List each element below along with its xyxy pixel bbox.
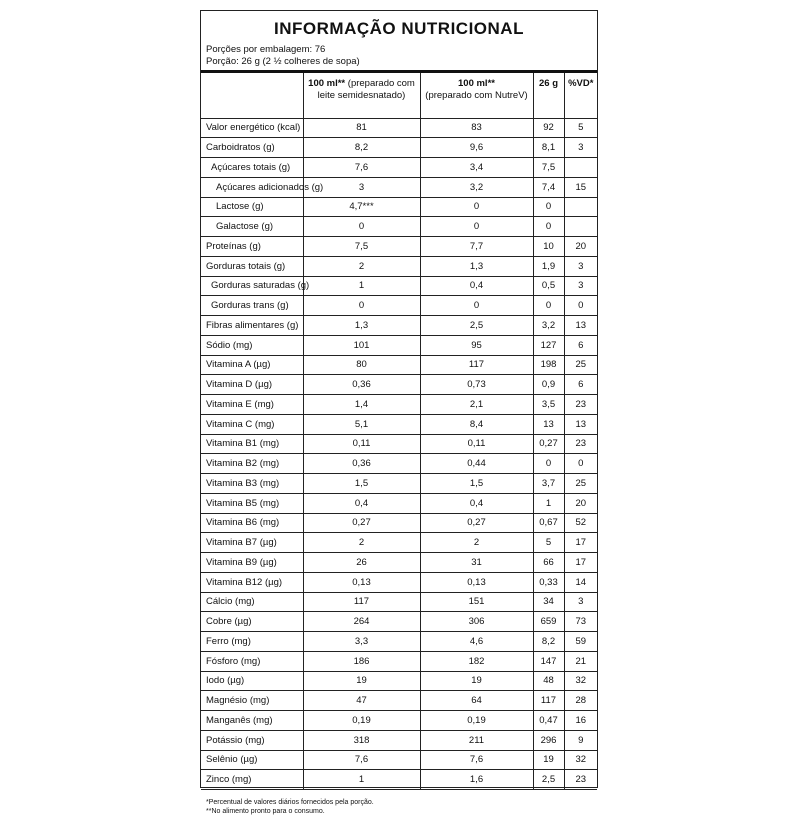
nutrient-label: Proteínas (g) xyxy=(201,237,303,257)
value-daily-percent: 23 xyxy=(564,770,597,790)
value-daily-percent: 3 xyxy=(564,276,597,296)
value-daily-percent: 15 xyxy=(564,177,597,197)
table-row xyxy=(201,592,597,612)
nutrient-label: Vitamina B9 (µg) xyxy=(201,553,303,573)
value-daily-percent: 3 xyxy=(564,138,597,158)
value-prepared-milk: 3 xyxy=(303,177,420,197)
value-portion: 19 xyxy=(533,750,564,770)
footnote-ready-to-eat: **No alimento pronto para o consumo. xyxy=(206,808,325,815)
value-prepared-nutrev: 182 xyxy=(420,651,533,671)
value-prepared-milk: 117 xyxy=(303,592,420,612)
value-prepared-nutrev: 4,6 xyxy=(420,632,533,652)
value-portion: 5 xyxy=(533,533,564,553)
nutrient-label: Vitamina B5 (mg) xyxy=(201,493,303,513)
value-portion: 66 xyxy=(533,553,564,573)
value-portion: 3,5 xyxy=(533,395,564,415)
nutrient-label: Manganês (mg) xyxy=(201,711,303,731)
value-prepared-milk: 4,7*** xyxy=(303,197,420,217)
nutrient-label: Sódio (mg) xyxy=(201,335,303,355)
value-portion: 296 xyxy=(533,730,564,750)
table-row xyxy=(201,553,597,573)
table-row xyxy=(201,671,597,691)
table-row xyxy=(201,355,597,375)
value-prepared-milk: 0,27 xyxy=(303,513,420,533)
value-prepared-milk: 1 xyxy=(303,276,420,296)
nutrient-label: Gorduras totais (g) xyxy=(201,256,303,276)
value-prepared-nutrev: 64 xyxy=(420,691,533,711)
value-daily-percent: 52 xyxy=(564,513,597,533)
table-row xyxy=(201,414,597,434)
value-prepared-nutrev: 8,4 xyxy=(420,414,533,434)
value-portion: 7,4 xyxy=(533,177,564,197)
value-prepared-milk: 0 xyxy=(303,296,420,316)
value-prepared-nutrev: 2,1 xyxy=(420,395,533,415)
value-prepared-milk: 7,6 xyxy=(303,158,420,178)
value-prepared-milk: 1,3 xyxy=(303,316,420,336)
value-prepared-nutrev: 0,44 xyxy=(420,454,533,474)
table-row xyxy=(201,572,597,592)
header-prepared-milk xyxy=(303,73,420,118)
value-daily-percent xyxy=(564,158,597,178)
nutrient-label: Gorduras trans (g) xyxy=(201,296,303,316)
value-daily-percent: 25 xyxy=(564,355,597,375)
table-header-row xyxy=(201,73,597,118)
value-prepared-milk: 80 xyxy=(303,355,420,375)
value-prepared-nutrev: 0,4 xyxy=(420,493,533,513)
value-prepared-milk: 264 xyxy=(303,612,420,632)
value-prepared-nutrev: 0,4 xyxy=(420,276,533,296)
table-row xyxy=(201,750,597,770)
table-row xyxy=(201,276,597,296)
serving-size: Porção: 26 g (2 ½ colheres de sopa) xyxy=(206,55,360,67)
serving-info xyxy=(201,44,597,67)
value-prepared-milk: 318 xyxy=(303,730,420,750)
footnotes xyxy=(201,798,597,816)
header-prepared-milk-bold: 100 ml** xyxy=(308,78,346,89)
footnote-daily-value: *Percentual de valores diários fornecidos pela porção. xyxy=(206,799,374,806)
nutrient-label: Fósforo (mg) xyxy=(201,651,303,671)
nutrition-facts-panel xyxy=(200,10,598,815)
nutrient-label: Vitamina B2 (mg) xyxy=(201,454,303,474)
table-row xyxy=(201,493,597,513)
nutrient-label: Vitamina B1 (mg) xyxy=(201,434,303,454)
table-row xyxy=(201,118,597,138)
table-row xyxy=(201,454,597,474)
value-portion: 92 xyxy=(533,118,564,138)
value-prepared-nutrev: 0,13 xyxy=(420,572,533,592)
value-portion: 2,5 xyxy=(533,770,564,790)
value-prepared-milk: 0,36 xyxy=(303,454,420,474)
value-prepared-nutrev: 117 xyxy=(420,355,533,375)
value-prepared-nutrev: 1,6 xyxy=(420,770,533,790)
value-portion: 0,5 xyxy=(533,276,564,296)
value-portion: 8,2 xyxy=(533,632,564,652)
value-portion: 48 xyxy=(533,671,564,691)
table-row xyxy=(201,434,597,454)
value-portion: 198 xyxy=(533,355,564,375)
value-portion: 7,5 xyxy=(533,158,564,178)
nutrient-label: Zinco (mg) xyxy=(201,770,303,790)
table-row xyxy=(201,651,597,671)
servings-per-package: Porções por embalagem: 76 xyxy=(206,44,326,55)
table-row xyxy=(201,770,597,790)
value-prepared-milk: 0,19 xyxy=(303,711,420,731)
value-portion: 0 xyxy=(533,454,564,474)
value-portion: 1 xyxy=(533,493,564,513)
header-label xyxy=(201,73,303,118)
table-row xyxy=(201,691,597,711)
panel-title: INFORMAÇÃO NUTRICIONAL xyxy=(274,19,524,38)
table-row xyxy=(201,237,597,257)
table-row xyxy=(201,474,597,494)
value-daily-percent: 28 xyxy=(564,691,597,711)
value-daily-percent: 16 xyxy=(564,711,597,731)
value-daily-percent: 0 xyxy=(564,296,597,316)
value-prepared-nutrev: 2,5 xyxy=(420,316,533,336)
nutrition-table xyxy=(201,73,597,790)
value-prepared-nutrev: 2 xyxy=(420,533,533,553)
nutrient-label: Cálcio (mg) xyxy=(201,592,303,612)
header-prepared-nutrev-bold: 100 ml** xyxy=(458,78,495,89)
value-prepared-milk: 8,2 xyxy=(303,138,420,158)
nutrient-label: Galactose (g) xyxy=(201,217,303,237)
value-prepared-milk: 0,13 xyxy=(303,572,420,592)
value-prepared-milk: 3,3 xyxy=(303,632,420,652)
value-portion: 0,67 xyxy=(533,513,564,533)
value-prepared-milk: 0,11 xyxy=(303,434,420,454)
value-portion: 117 xyxy=(533,691,564,711)
table-row xyxy=(201,375,597,395)
value-daily-percent: 20 xyxy=(564,237,597,257)
value-prepared-milk: 1,5 xyxy=(303,474,420,494)
value-portion: 0,27 xyxy=(533,434,564,454)
nutrient-label: Açúcares adicionados (g) xyxy=(201,177,303,197)
table-row xyxy=(201,316,597,336)
value-prepared-nutrev: 0 xyxy=(420,296,533,316)
value-prepared-milk: 0 xyxy=(303,217,420,237)
value-prepared-milk: 0,4 xyxy=(303,493,420,513)
value-daily-percent: 59 xyxy=(564,632,597,652)
value-prepared-nutrev: 31 xyxy=(420,553,533,573)
value-portion: 10 xyxy=(533,237,564,257)
nutrient-label: Vitamina B12 (µg) xyxy=(201,572,303,592)
value-prepared-milk: 0,36 xyxy=(303,375,420,395)
value-prepared-nutrev: 0 xyxy=(420,197,533,217)
value-prepared-milk: 81 xyxy=(303,118,420,138)
value-portion: 0,47 xyxy=(533,711,564,731)
value-prepared-milk: 5,1 xyxy=(303,414,420,434)
value-daily-percent: 17 xyxy=(564,553,597,573)
value-portion: 8,1 xyxy=(533,138,564,158)
nutrient-label: Valor energético (kcal) xyxy=(201,118,303,138)
value-daily-percent: 6 xyxy=(564,375,597,395)
value-daily-percent: 25 xyxy=(564,474,597,494)
nutrient-label: Carboidratos (g) xyxy=(201,138,303,158)
value-daily-percent: 5 xyxy=(564,118,597,138)
value-daily-percent: 32 xyxy=(564,671,597,691)
value-portion: 13 xyxy=(533,414,564,434)
table-row xyxy=(201,158,597,178)
value-prepared-milk: 7,5 xyxy=(303,237,420,257)
value-portion: 127 xyxy=(533,335,564,355)
value-portion: 0 xyxy=(533,217,564,237)
value-prepared-nutrev: 306 xyxy=(420,612,533,632)
value-portion: 0 xyxy=(533,296,564,316)
nutrient-label: Magnésio (mg) xyxy=(201,691,303,711)
nutrient-label: Vitamina C (mg) xyxy=(201,414,303,434)
value-prepared-milk: 2 xyxy=(303,533,420,553)
header-portion-bold: 26 g xyxy=(538,78,558,89)
value-prepared-nutrev: 0,19 xyxy=(420,711,533,731)
value-daily-percent: 13 xyxy=(564,316,597,336)
nutrient-label: Gorduras saturadas (g) xyxy=(201,276,303,296)
value-portion: 0 xyxy=(533,197,564,217)
value-portion: 3,7 xyxy=(533,474,564,494)
table-row xyxy=(201,197,597,217)
value-prepared-milk: 2 xyxy=(303,256,420,276)
table-row xyxy=(201,335,597,355)
value-prepared-nutrev: 3,2 xyxy=(420,177,533,197)
value-prepared-nutrev: 1,5 xyxy=(420,474,533,494)
value-prepared-nutrev: 19 xyxy=(420,671,533,691)
value-portion: 3,2 xyxy=(533,316,564,336)
value-prepared-nutrev: 95 xyxy=(420,335,533,355)
nutrient-label: Cobre (µg) xyxy=(201,612,303,632)
nutrient-label: Vitamina D (µg) xyxy=(201,375,303,395)
table-row xyxy=(201,711,597,731)
value-prepared-milk: 186 xyxy=(303,651,420,671)
nutrient-label: Ferro (mg) xyxy=(201,632,303,652)
table-row xyxy=(201,296,597,316)
value-daily-percent: 13 xyxy=(564,414,597,434)
value-daily-percent: 6 xyxy=(564,335,597,355)
header-prepared-nutrev-rest: (preparado com NutreV) xyxy=(425,89,528,101)
nutrient-label: Vitamina E (mg) xyxy=(201,395,303,415)
value-prepared-milk: 1,4 xyxy=(303,395,420,415)
table-row xyxy=(201,395,597,415)
value-daily-percent: 3 xyxy=(564,592,597,612)
value-portion: 147 xyxy=(533,651,564,671)
value-prepared-nutrev: 211 xyxy=(420,730,533,750)
nutrient-label: Iodo (µg) xyxy=(201,671,303,691)
header-prepared-nutrev xyxy=(420,73,533,118)
value-prepared-nutrev: 7,6 xyxy=(420,750,533,770)
value-prepared-milk: 1 xyxy=(303,770,420,790)
table-row xyxy=(201,632,597,652)
value-prepared-nutrev: 0,27 xyxy=(420,513,533,533)
value-daily-percent: 3 xyxy=(564,256,597,276)
value-prepared-milk: 19 xyxy=(303,671,420,691)
header-daily-value-bold: %VD* xyxy=(568,78,594,89)
value-daily-percent: 9 xyxy=(564,730,597,750)
value-daily-percent: 14 xyxy=(564,572,597,592)
value-portion: 659 xyxy=(533,612,564,632)
nutrient-label: Vitamina B3 (mg) xyxy=(201,474,303,494)
value-prepared-milk: 47 xyxy=(303,691,420,711)
value-daily-percent xyxy=(564,197,597,217)
value-prepared-nutrev: 151 xyxy=(420,592,533,612)
value-prepared-milk: 7,6 xyxy=(303,750,420,770)
value-prepared-milk: 101 xyxy=(303,335,420,355)
nutrient-label: Selênio (µg) xyxy=(201,750,303,770)
nutrient-label: Potássio (mg) xyxy=(201,730,303,750)
nutrient-label: Vitamina B6 (mg) xyxy=(201,513,303,533)
value-daily-percent xyxy=(564,217,597,237)
header-portion xyxy=(533,73,564,118)
value-prepared-nutrev: 3,4 xyxy=(420,158,533,178)
nutrient-label: Vitamina A (µg) xyxy=(201,355,303,375)
table-row xyxy=(201,138,597,158)
table-row xyxy=(201,177,597,197)
value-prepared-nutrev: 0 xyxy=(420,217,533,237)
value-prepared-nutrev: 7,7 xyxy=(420,237,533,257)
value-daily-percent: 20 xyxy=(564,493,597,513)
header-prepared-milk-rest: (preparado com leite semidesnatado) xyxy=(317,78,415,101)
table-row xyxy=(201,612,597,632)
header-daily-value xyxy=(564,73,597,118)
nutrient-label: Açúcares totais (g) xyxy=(201,158,303,178)
value-daily-percent: 73 xyxy=(564,612,597,632)
value-daily-percent: 23 xyxy=(564,434,597,454)
table-row xyxy=(201,256,597,276)
table-row xyxy=(201,730,597,750)
value-daily-percent: 17 xyxy=(564,533,597,553)
value-portion: 0,9 xyxy=(533,375,564,395)
nutrient-label: Fibras alimentares (g) xyxy=(201,316,303,336)
nutrient-label: Lactose (g) xyxy=(201,197,303,217)
table-row xyxy=(201,513,597,533)
nutrient-label: Vitamina B7 (µg) xyxy=(201,533,303,553)
table-row xyxy=(201,217,597,237)
value-daily-percent: 0 xyxy=(564,454,597,474)
value-prepared-nutrev: 83 xyxy=(420,118,533,138)
value-prepared-nutrev: 1,3 xyxy=(420,256,533,276)
value-prepared-milk: 26 xyxy=(303,553,420,573)
value-daily-percent: 32 xyxy=(564,750,597,770)
value-prepared-nutrev: 0,73 xyxy=(420,375,533,395)
value-portion: 1,9 xyxy=(533,256,564,276)
value-portion: 0,33 xyxy=(533,572,564,592)
value-daily-percent: 23 xyxy=(564,395,597,415)
value-prepared-nutrev: 0,11 xyxy=(420,434,533,454)
value-prepared-nutrev: 9,6 xyxy=(420,138,533,158)
value-daily-percent: 21 xyxy=(564,651,597,671)
value-portion: 34 xyxy=(533,592,564,612)
table-row xyxy=(201,533,597,553)
